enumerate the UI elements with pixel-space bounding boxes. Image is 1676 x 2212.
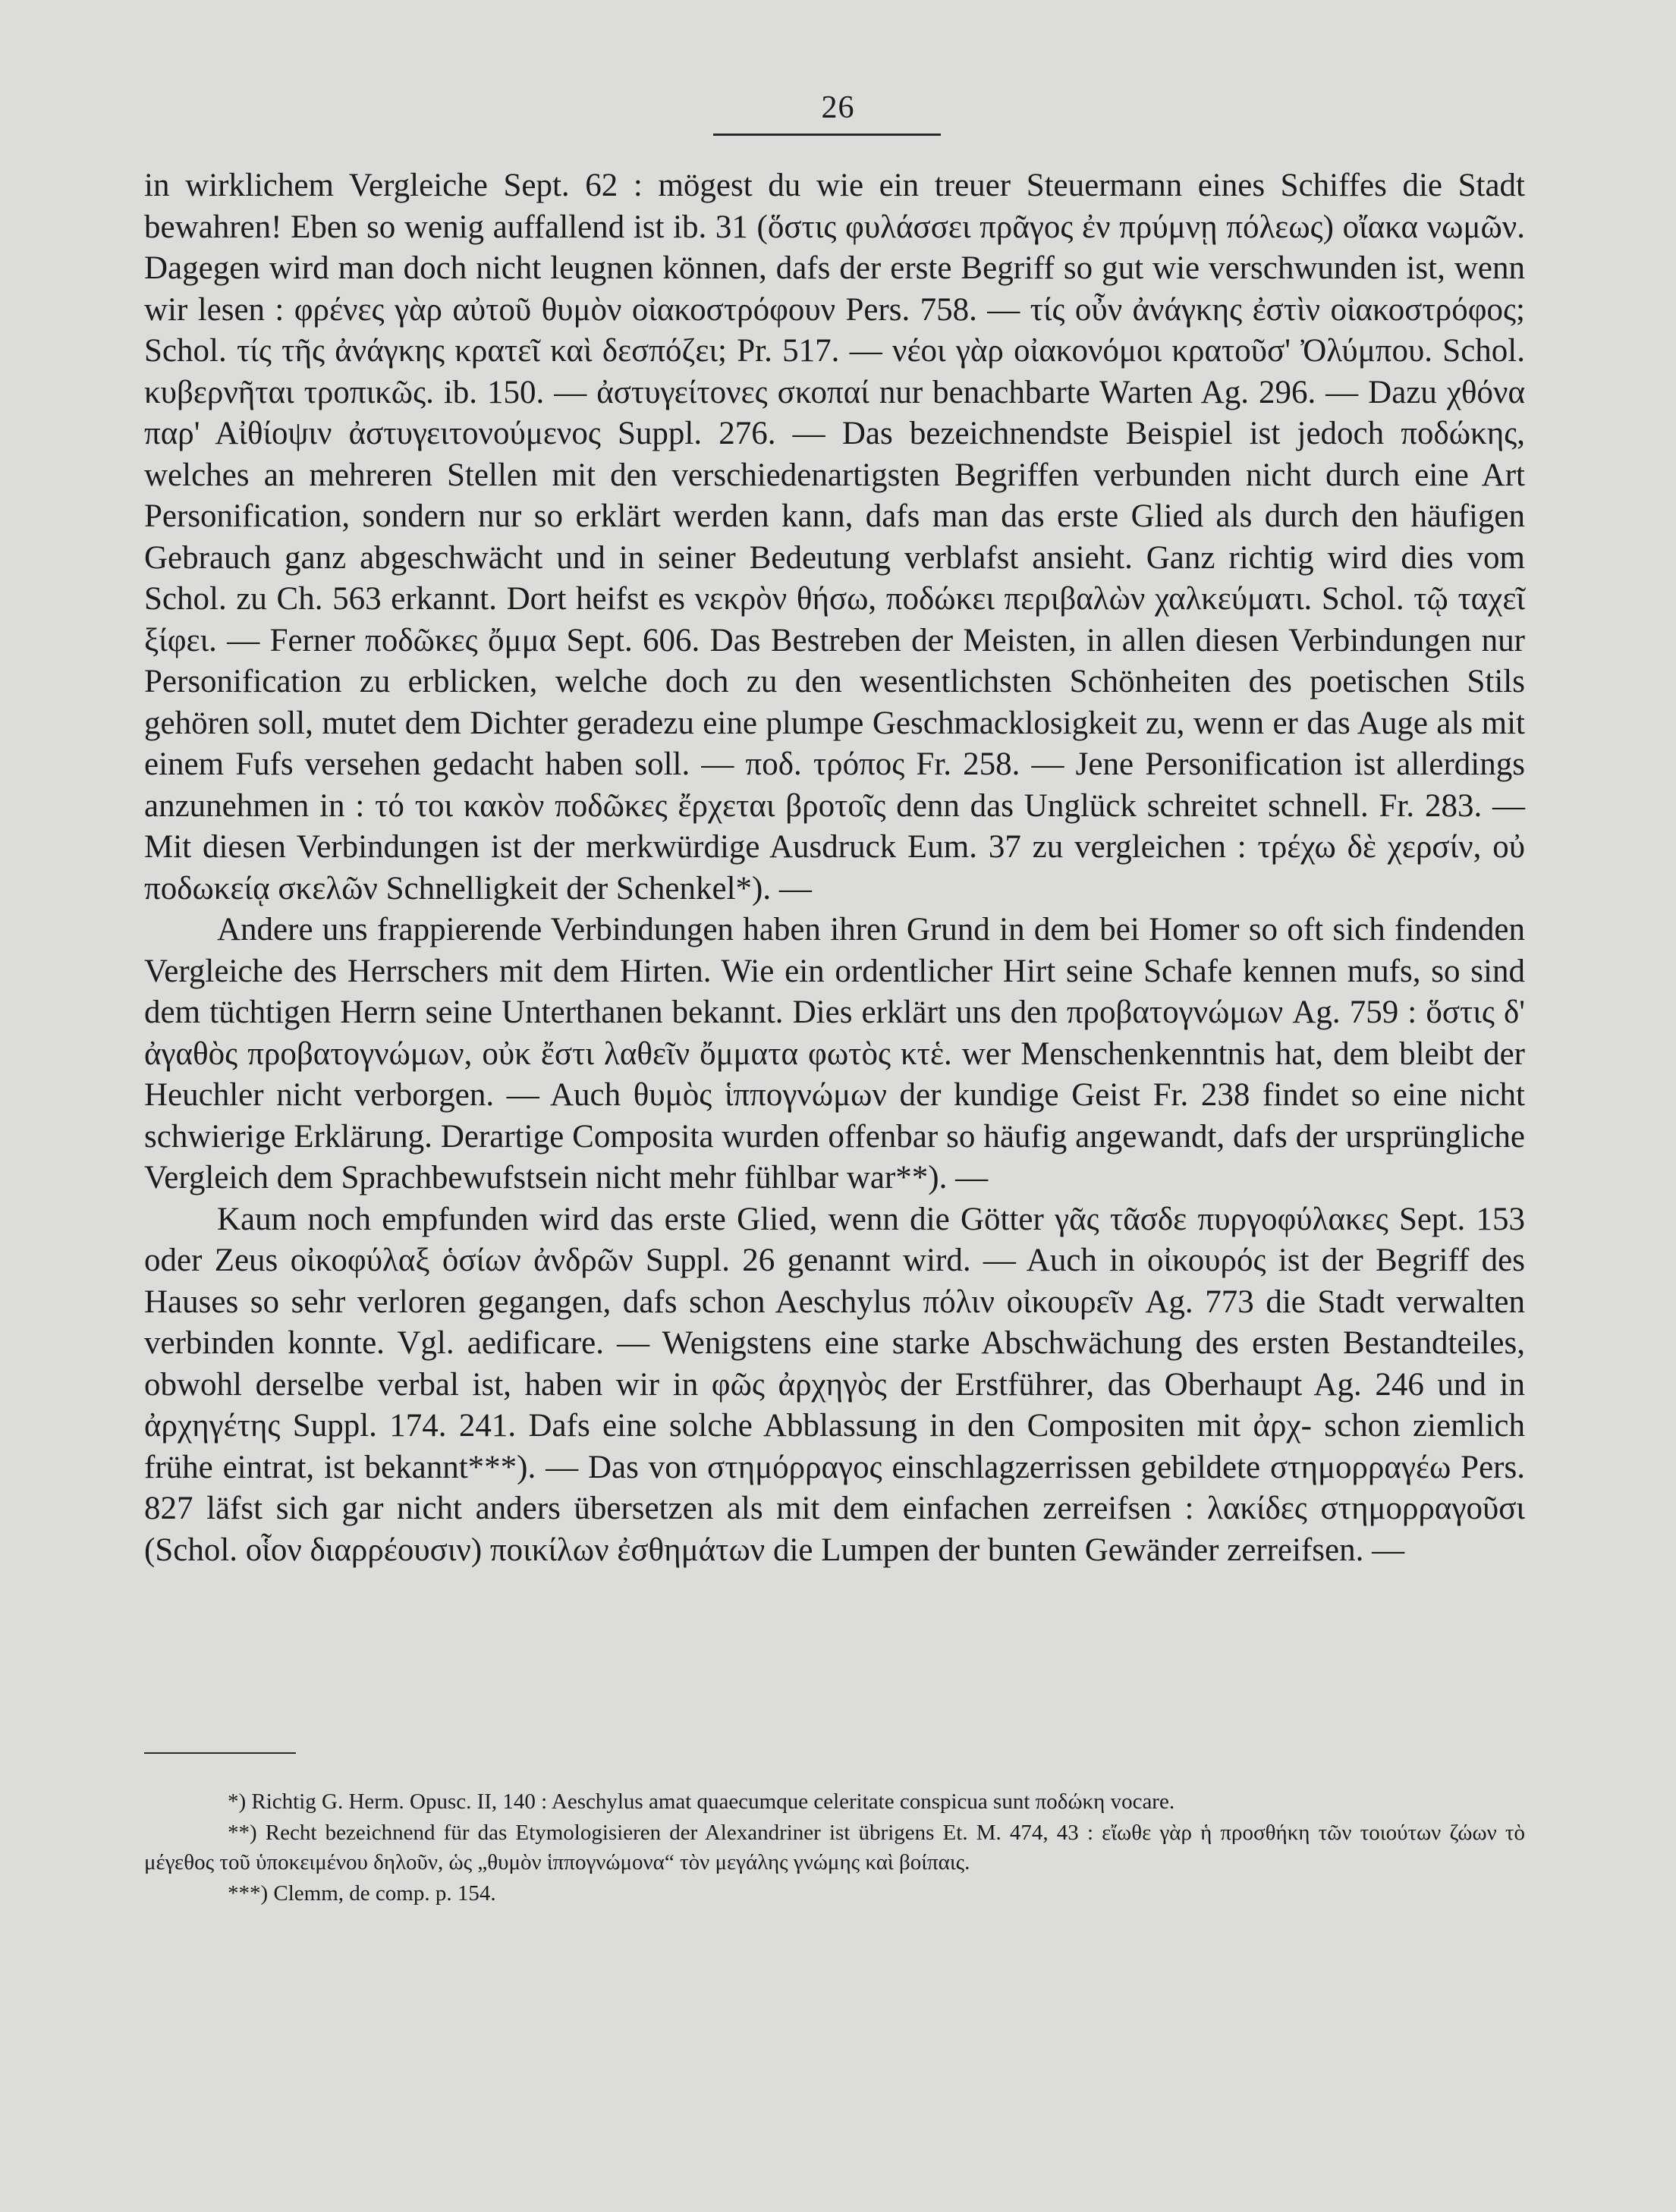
paragraph-3: Kaum noch empfunden wird das erste Glied, wenn die Götter γᾶς τᾶσδε πυργοφύλακες Sept. 153 oder Zeus οἰκοφύλαξ ὁσίων ἀνδρῶν Suppl. 26 genannt wird. — Auch in οἰκουρός ist der Begriff des Hauses so sehr verloren gegangen, dafs schon Aeschylus πόλιν οἰκουρεῖν Ag. 773 die Stadt verwalten verbinden konnte. Vgl. aedificare. — Wenigstens eine starke Abschwächung des ersten Bestandteiles, obwohl derselbe verbal ist, haben wir in φῶς ἀρχηγὸς der Erstführer, das Oberhaupt Ag. 246 und in ἀρχηγέτης Suppl. 174. 241. Dafs eine solche Abblassung in den Compositen mit ἀρχ- schon ziemlich frühe eintrat, ist bekannt***). — Das von στημόρραγος einschlagzerrissen gebildete στημορραγέω Pers. 827 läfst sich gar nicht anders übersetzen als mit dem einfachen zerreifsen : λακίδες στημορραγοῦσι (Schol. οἷον διαρρέουσιν) ποικίλων ἐσθημάτων die Lumpen der bunten Gewänder zerreifsen. — — [144, 1201, 1525, 1568]
footnote-2: **) Recht bezeichnend für das Etymologisieren der Alexandriner ist übrigens Et. M. 474, 43 : εἴωθε γὰρ ἡ προσθήκη τῶν τοιούτων ζώων τὸ μέγεθος τοῦ ὑποκειμένου δηλοῦν, ὡς „θυμὸν ἱππογνώμονα“ τὸν μεγάλης γνώμης καὶ βοίπαις. — [144, 1821, 1525, 1874]
footnote-1: *) Richtig G. Herm. Opusc. II, 140 : Aeschylus amat quaecumque celeritate conspicua sunt ποδώκη vocare. — [228, 1789, 1175, 1814]
footnote-3: ***) Clemm, de comp. p. 154. — [228, 1881, 496, 1906]
paragraph-1: in wirklichem Vergleiche Sept. 62 : mögest du wie ein treuer Steuermann eines Schiffes die Stadt bewahren! Eben so wenig auffallend ist ib. 31 (ὅστις φυλάσσει πρᾶγος ἐν πρύμνῃ πόλεως) οἴακα νωμῶν. Dagegen wird man doch nicht leugnen können, dafs der erste Begriff so gut wie verschwunden ist, wenn wir lesen : φρένες γὰρ αὐτοῦ θυμὸν οἰακοστρόφουν Pers. 758. — τίς οὖν ἀνάγκης ἐστὶν οἰακοστρόφος; Schol. τίς τῆς ἀνάγκης κρατεῖ καὶ δεσπόζει; Pr. 517. — νέοι γὰρ οἰακονόμοι κρατοῦσ' Ὀλύμπου. Schol. κυβερνῆται τροπικῶς. ib. 150. — ἀστυγείτονες σκοπαί nur benachbarte Warten Ag. 296. — Dazu χθόνα παρ' Αἰθίοψιν ἀστυγειτονούμενος Suppl. 276. — Das bezeichnendste Beispiel ist jedoch ποδώκης, welches an mehreren Stellen mit den verschiedenartigsten Begriffen verbunden nicht durch eine Art Personification, sondern nur so erklärt werden kann, dafs man das erste Glied als durch den häufigen Gebrauch ganz abgeschwächt und in seiner Bedeutung verblafst ansieht. Ganz richtig wird dies vom Schol. zu Ch. 563 erkannt. Dort heifst es νεκρὸν θήσω, ποδώκει περιβαλὼν χαλκεύματι. Schol. τῷ ταχεῖ ξίφει. — Ferner ποδῶκες ὄμμα Sept. 606. Das Bestreben der Meisten, in allen diesen Verbindungen nur Personification zu erblicken, welche doch zu den wesentlichsten Schönheiten des poetischen Stils gehören soll, mutet dem Dichter geradezu eine plumpe Geschmacklosigkeit zu, wenn er das Auge als mit einem Fufs versehen gedacht haben soll. — ποδ. τρόπος Fr. 258. — Jene Personification ist allerdings anzunehmen in : τό τοι κακὸν ποδῶκες ἔρχεται βροτοῖς denn das Unglück schreitet schnell. Fr. 283. — Mit diesen Verbindungen ist der merkwürdige Ausdruck Eum. 37 zu vergleichen : τρέχω δὲ χερσίν, οὐ ποδωκείᾳ σκελῶν Schnelligkeit der Schenkel*). — — [144, 168, 1525, 906]
paragraph-2: Andere uns frappierende Verbindungen haben ihren Grund in dem bei Homer so oft sich findenden Vergleiche des Herrschers mit dem Hirten. Wie ein ordentlicher Hirt seine Schafe kennen mufs, so sind dem tüchtigen Herrn seine Unterthanen bekannt. Dies erklärt uns den προβατογνώμων Ag. 759 : ὅστις δ' ἀγαθὸς προβατογνώμων, οὐκ ἔστι λαθεῖν ὄμματα φωτὸς κτἑ. wer Menschenkenntnis hat, dem bleibt der Heuchler nicht verborgen. — Auch θυμὸς ἱππογνώμων der kundige Geist Fr. 238 findet so eine nicht schwierige Erklärung. Derartige Composita wurden offenbar so häufig angewandt, dafs der ursprüngliche Vergleich dem Sprachbewufstsein nicht mehr fühlbar war**). — — [144, 912, 1525, 1196]
footnotes — [144, 1787, 1525, 1910]
header-rule — [713, 134, 941, 136]
footnote-rule — [144, 1752, 296, 1754]
page-number: 26 — [821, 90, 855, 125]
main-text — [144, 165, 1525, 1571]
